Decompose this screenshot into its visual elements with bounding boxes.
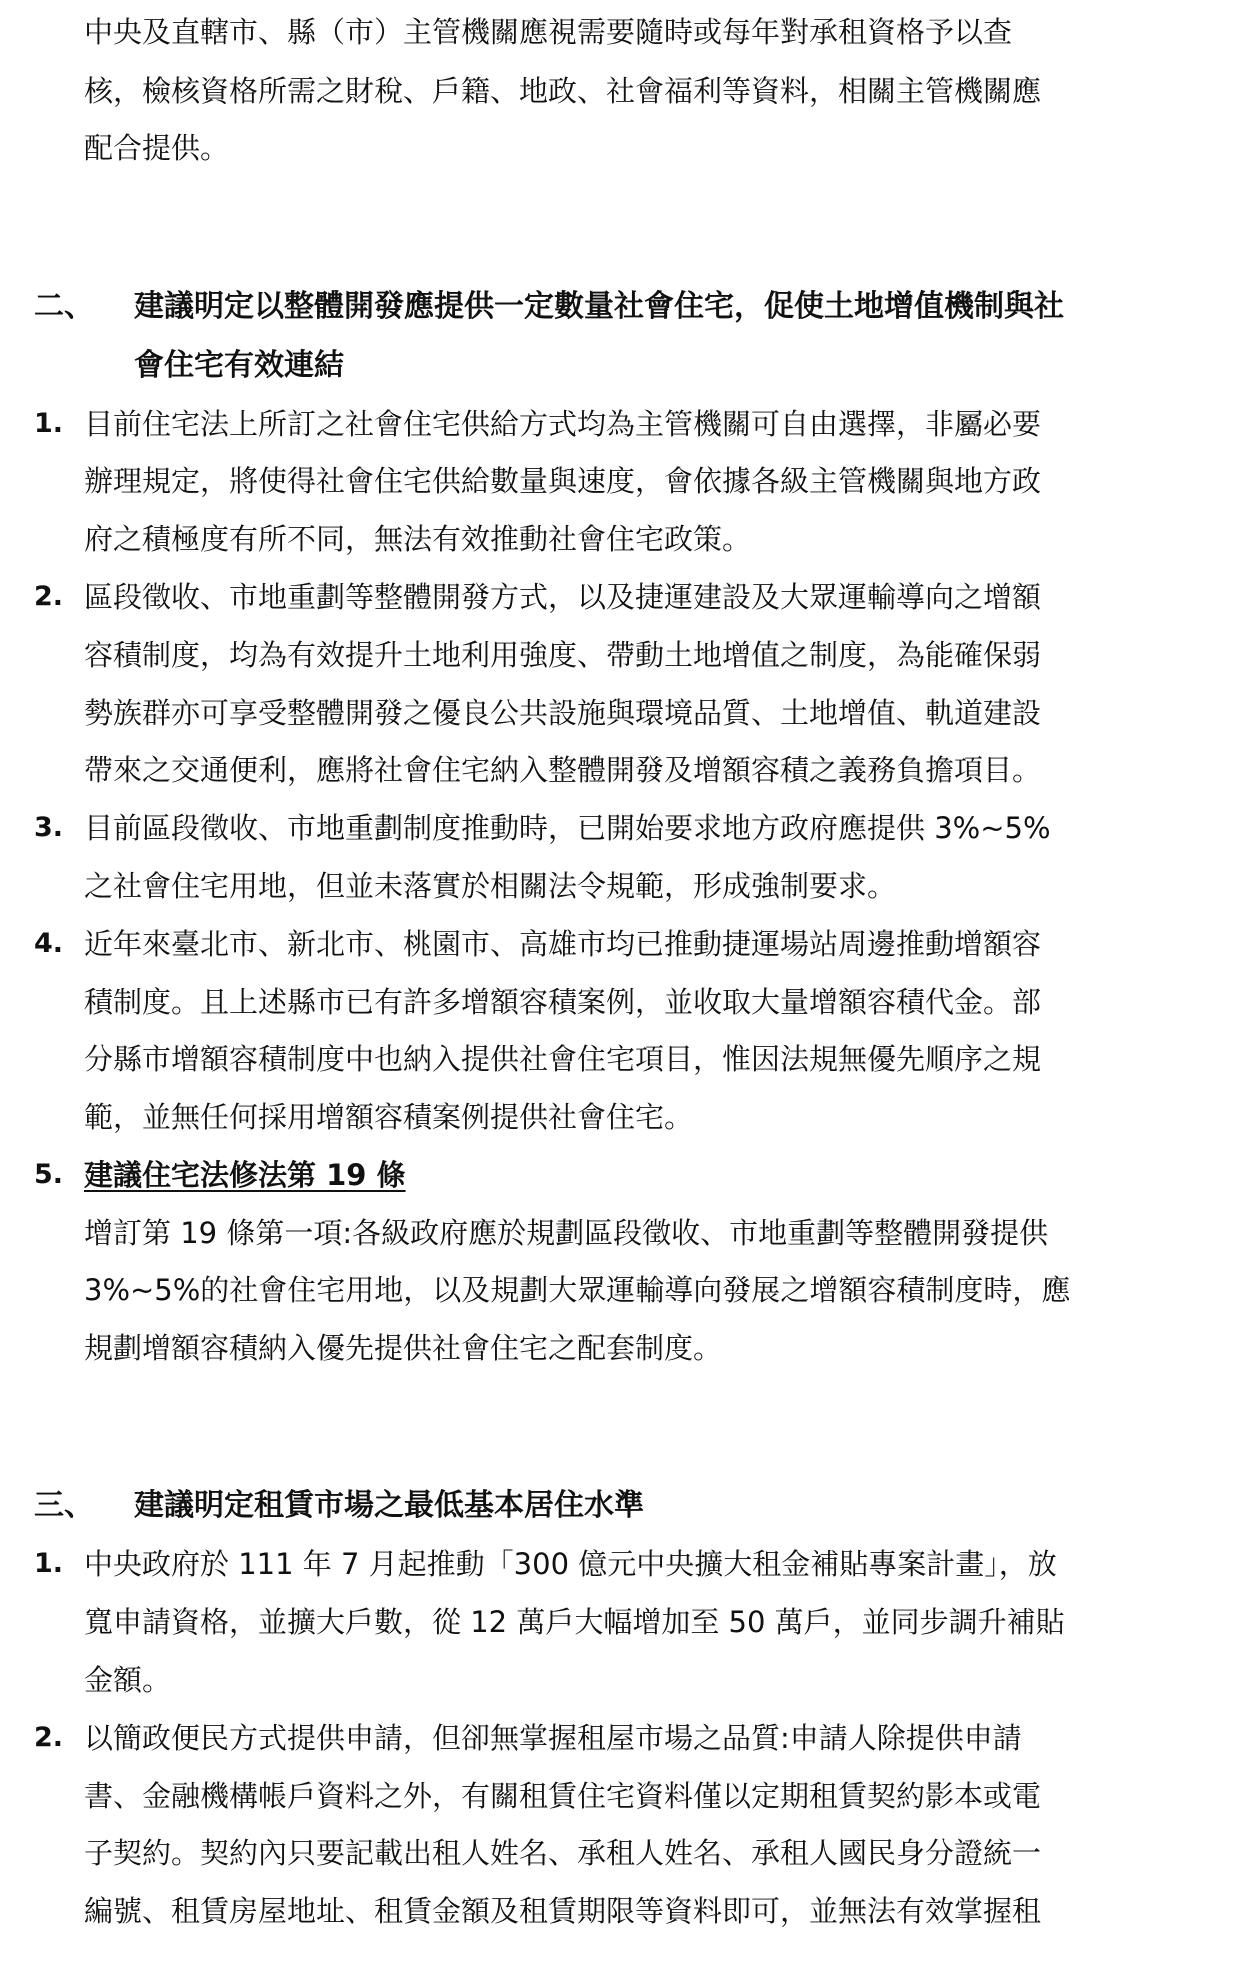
list-item-line: 目前區段徵收、市地重劃制度推動時，已開始要求地方政府應提供 3%~5%	[84, 811, 1051, 845]
list-item-line: 分縣市增額容積制度中也納入提供社會住宅項目，惟因法規無優先順序之規	[84, 1042, 1042, 1076]
list-item-line: 目前住宅法上所訂之社會住宅供給方式均為主管機關可自由選擇，非屬必要	[84, 407, 1042, 441]
list-item-line: 增訂第 19 條第一項:各級政府應於規劃區段徵收、市地重劃等整體開發提供	[84, 1216, 1049, 1250]
list-item-line: 辦理規定，將使得社會住宅供給數量與速度，會依據各級主管機關與地方政	[84, 464, 1042, 498]
list-number: 5.	[34, 1159, 64, 1190]
list-number: 1.	[34, 408, 64, 439]
list-number: 1.	[34, 1548, 64, 1579]
list-item-line: 寬申請資格，並擴大戶數，從 12 萬戶大幅增加至 50 萬戶，並同步調升補貼	[84, 1605, 1065, 1639]
list-item-line: 書、金融機構帳戶資料之外，有關租賃住宅資料僅以定期租賃契約影本或電	[84, 1779, 1042, 1813]
list-item-line: 帶來之交通便利，應將社會住宅納入整體開發及增額容積之義務負擔項目。	[84, 753, 1042, 787]
list-item-line: 容積制度，均為有效提升土地利用強度、帶動土地增值之制度，為能確保弱	[84, 638, 1042, 672]
section-2-title-line: 會住宅有效連結	[134, 348, 344, 383]
list-number: 3.	[34, 812, 64, 843]
intro-line: 核，檢核資格所需之財稅、戶籍、地政、社會福利等資料，相關主管機關應	[84, 74, 1042, 108]
section-3-marker: 三、	[34, 1488, 94, 1523]
list-item-line: 以簡政便民方式提供申請，但卻無掌握租屋市場之品質:申請人除提供申請	[84, 1721, 1022, 1755]
list-item-line: 積制度。且上述縣市已有許多增額容積案例，並收取大量增額容積代金。部	[84, 985, 1042, 1019]
list-item-line: 子契約。契約內只要記載出租人姓名、承租人姓名、承租人國民身分證統一	[84, 1836, 1042, 1870]
list-item-line: 勢族群亦可享受整體開發之優良公共設施與環境品質、土地增值、軌道建設	[84, 696, 1042, 730]
intro-line: 配合提供。	[84, 131, 230, 165]
list-item-line: 範，並無任何採用增額容積案例提供社會住宅。	[84, 1100, 694, 1134]
section-2-title-line: 建議明定以整體開發應提供一定數量社會住宅，促使土地增值機制與社	[134, 289, 1064, 324]
list-item-line: 近年來臺北市、新北市、桃園市、高雄市均已推動捷運場站周邊推動增額容	[84, 927, 1042, 961]
list-number: 4.	[34, 928, 64, 959]
list-item-line: 府之積極度有所不同，無法有效推動社會住宅政策。	[84, 522, 752, 556]
list-item-line: 中央政府於 111 年 7 月起推動「300 億元中央擴大租金補貼專案計畫」，放	[84, 1547, 1057, 1581]
intro-line: 中央及直轄市、縣（市）主管機關應視需要隨時或每年對承租資格予以查	[84, 15, 1013, 49]
list-item-line: 規劃增額容積納入優先提供社會住宅之配套制度。	[84, 1331, 723, 1365]
list-number: 2.	[34, 581, 64, 612]
list-item-line: 之社會住宅用地，但並未落實於相關法令規範，形成強制要求。	[84, 869, 897, 903]
list-item-line: 金額。	[84, 1663, 172, 1697]
list-item-line: 區段徵收、市地重劃等整體開發方式，以及捷運建設及大眾運輸導向之增額	[84, 580, 1042, 614]
section-3-title: 建議明定租賃市場之最低基本居住水準	[134, 1488, 644, 1523]
amendment-title: 建議住宅法修法第 19 條	[84, 1158, 406, 1192]
list-number: 2.	[34, 1722, 64, 1753]
section-2-marker: 二、	[34, 289, 94, 324]
list-item-line: 3%~5%的社會住宅用地，以及規劃大眾運輸導向發展之增額容積制度時，應	[84, 1273, 1071, 1307]
list-item-line: 編號、租賃房屋地址、租賃金額及租賃期限等資料即可，並無法有效掌握租	[84, 1894, 1042, 1928]
